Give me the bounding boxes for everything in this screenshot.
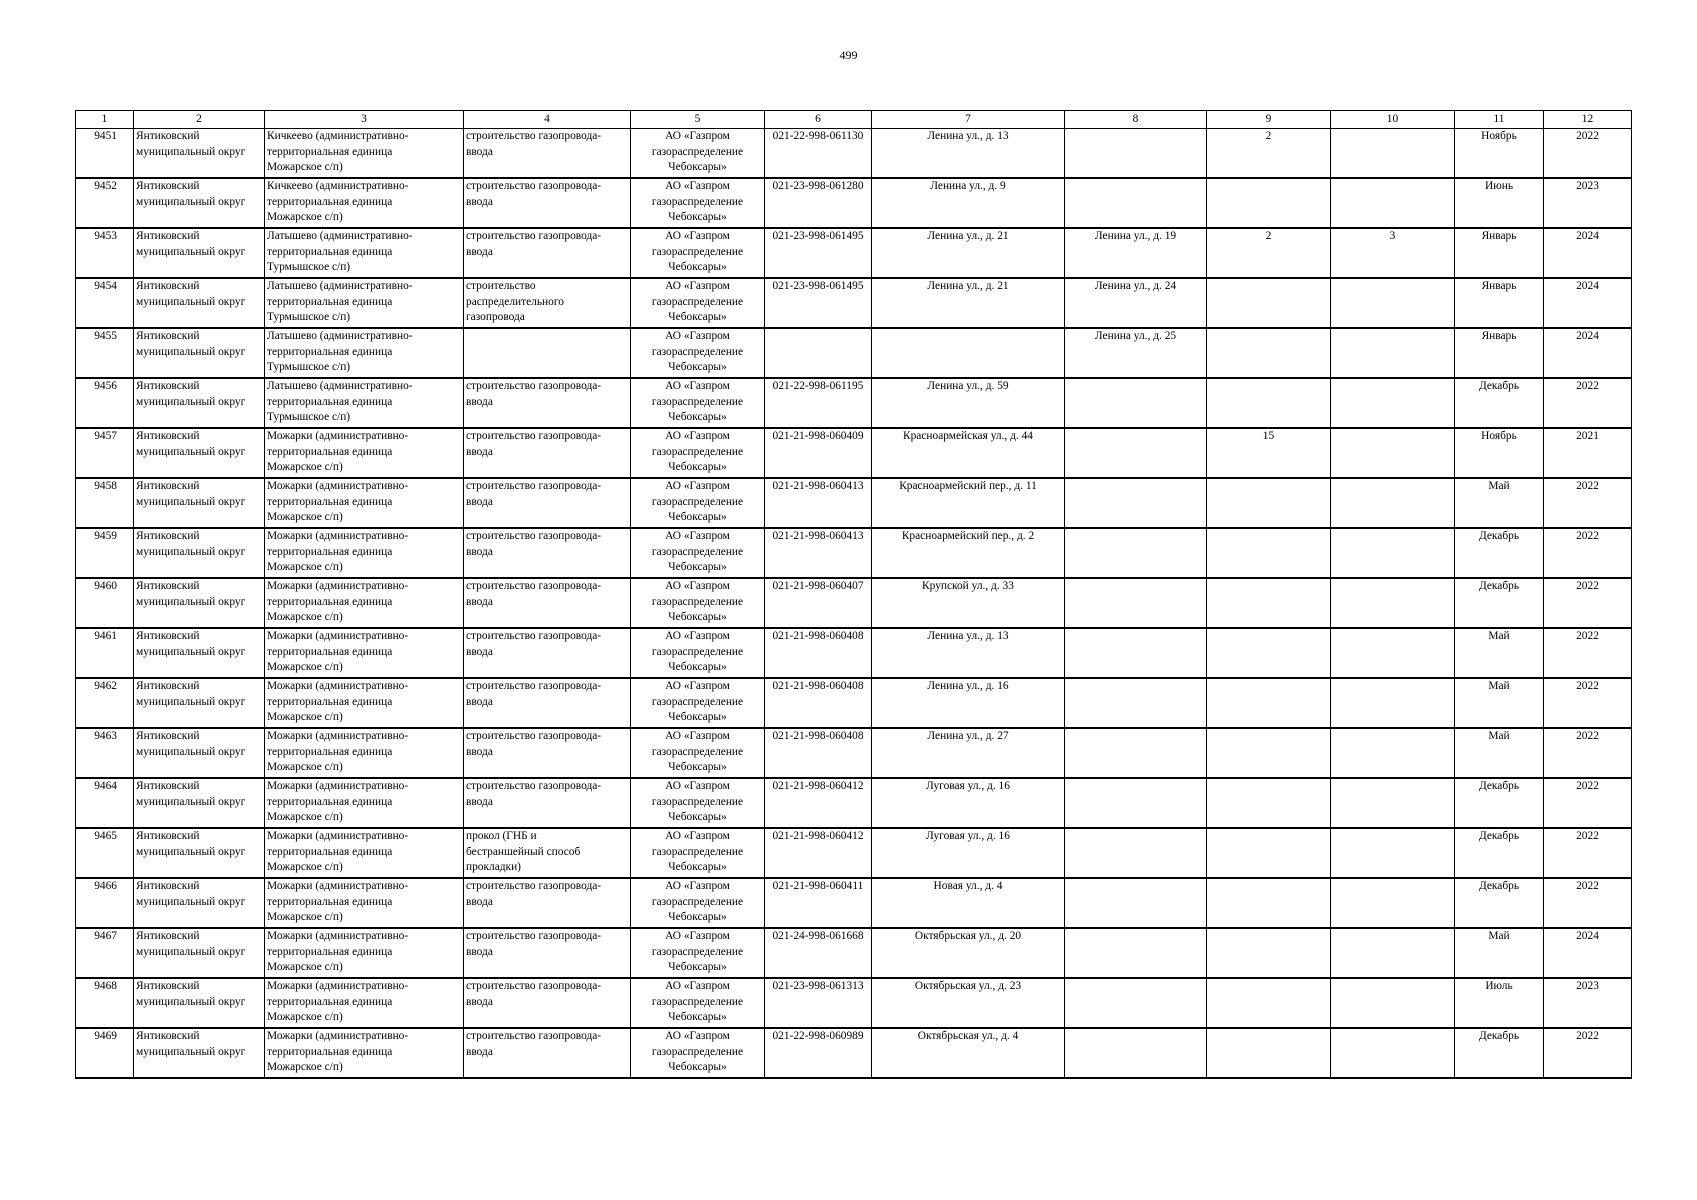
table-cell-col10 (1331, 628, 1455, 678)
table-cell-col2: Янтиковский муниципальный округ (134, 278, 265, 328)
table-cell-col6: 021-21-998-060413 (765, 478, 872, 528)
table-cell-col2: Янтиковский муниципальный округ (134, 628, 265, 678)
table-cell-col3: Можарки (административно- территориальная единица Можарское с/п) (265, 528, 464, 578)
table-cell-col10 (1331, 828, 1455, 878)
table-cell-col8 (1065, 878, 1207, 928)
table-cell-col8 (1065, 178, 1207, 228)
table-cell-col5: АО «Газпром газораспределение Чебоксары» (631, 228, 765, 278)
table-cell-col7: Октябрьская ул., д. 23 (872, 978, 1065, 1028)
table-cell-col10: 3 (1331, 228, 1455, 278)
table-cell-col7: Ленина ул., д. 13 (872, 628, 1065, 678)
table-cell-col6: 021-22-998-060989 (765, 1028, 872, 1078)
table-cell-col12: 2024 (1544, 928, 1632, 978)
table-cell-col12: 2022 (1544, 528, 1632, 578)
table-row (76, 328, 1632, 378)
table-cell-col1: 9466 (76, 878, 134, 928)
table-cell-col1: 9453 (76, 228, 134, 278)
table-row (76, 628, 1632, 678)
table-cell-col12: 2024 (1544, 278, 1632, 328)
table-cell-col11: Январь (1455, 278, 1544, 328)
table-cell-col2: Янтиковский муниципальный округ (134, 678, 265, 728)
table-cell-col12: 2022 (1544, 129, 1632, 179)
table-cell-col8 (1065, 478, 1207, 528)
table-cell-col11: Декабрь (1455, 528, 1544, 578)
column-header-12: 12 (1544, 111, 1632, 129)
table-cell-col12: 2023 (1544, 178, 1632, 228)
table-cell-col1: 9451 (76, 129, 134, 179)
column-header-3: 3 (265, 111, 464, 129)
table-cell-col5: АО «Газпром газораспределение Чебоксары» (631, 378, 765, 428)
table-cell-col6 (765, 328, 872, 378)
table-cell-col9 (1207, 878, 1331, 928)
table-row (76, 778, 1632, 828)
column-header-7: 7 (872, 111, 1065, 129)
table-cell-col11: Май (1455, 628, 1544, 678)
table-cell-col8 (1065, 978, 1207, 1028)
table-cell-col11: Май (1455, 728, 1544, 778)
table-cell-col1: 9458 (76, 478, 134, 528)
table-cell-col4 (464, 328, 631, 378)
table-cell-col6: 021-21-998-060409 (765, 428, 872, 478)
table-cell-col10 (1331, 528, 1455, 578)
table-cell-col5: АО «Газпром газораспределение Чебоксары» (631, 328, 765, 378)
table-cell-col1: 9468 (76, 978, 134, 1028)
table-cell-col5: АО «Газпром газораспределение Чебоксары» (631, 678, 765, 728)
table-cell-col5: АО «Газпром газораспределение Чебоксары» (631, 578, 765, 628)
table-cell-col2: Янтиковский муниципальный округ (134, 428, 265, 478)
table-cell-col8 (1065, 428, 1207, 478)
table-cell-col10 (1331, 278, 1455, 328)
table-cell-col11: Январь (1455, 228, 1544, 278)
table-cell-col12: 2022 (1544, 728, 1632, 778)
table-cell-col8 (1065, 728, 1207, 778)
table-row (76, 978, 1632, 1028)
table-cell-col7: Крупской ул., д. 33 (872, 578, 1065, 628)
table-cell-col8 (1065, 129, 1207, 179)
table-cell-col1: 9469 (76, 1028, 134, 1078)
table-cell-col1: 9464 (76, 778, 134, 828)
table-cell-col7: Ленина ул., д. 21 (872, 278, 1065, 328)
table-cell-col1: 9456 (76, 378, 134, 428)
column-header-5: 5 (631, 111, 765, 129)
table-cell-col3: Кичкеево (административно- территориальная единица Можарское с/п) (265, 129, 464, 179)
table-cell-col4: строительство газопровода- ввода (464, 778, 631, 828)
table-cell-col12: 2024 (1544, 328, 1632, 378)
table-cell-col4: строительство газопровода- ввода (464, 428, 631, 478)
table-cell-col3: Кичкеево (административно- территориальная единица Можарское с/п) (265, 178, 464, 228)
table-cell-col9 (1207, 828, 1331, 878)
table-cell-col2: Янтиковский муниципальный округ (134, 178, 265, 228)
table-cell-col9: 2 (1207, 228, 1331, 278)
table-cell-col2: Янтиковский муниципальный округ (134, 378, 265, 428)
table-cell-col7: Октябрьская ул., д. 20 (872, 928, 1065, 978)
table-cell-col3: Можарки (административно- территориальная единица Можарское с/п) (265, 628, 464, 678)
table-cell-col4: строительство газопровода- ввода (464, 478, 631, 528)
table-cell-col2: Янтиковский муниципальный округ (134, 129, 265, 179)
column-header-8: 8 (1065, 111, 1207, 129)
table-cell-col8: Ленина ул., д. 25 (1065, 328, 1207, 378)
table-cell-col11: Декабрь (1455, 378, 1544, 428)
table-cell-col1: 9452 (76, 178, 134, 228)
table-cell-col11: Декабрь (1455, 828, 1544, 878)
table-cell-col11: Май (1455, 478, 1544, 528)
table-cell-col3: Можарки (административно- территориальная единица Можарское с/п) (265, 928, 464, 978)
table-cell-col7: Ленина ул., д. 27 (872, 728, 1065, 778)
table-cell-col4: строительство газопровода- ввода (464, 928, 631, 978)
table-row (76, 878, 1632, 928)
header-row (76, 111, 1632, 129)
table-cell-col11: Декабрь (1455, 1028, 1544, 1078)
table-cell-col3: Можарки (административно- территориальная единица Можарское с/п) (265, 678, 464, 728)
table-cell-col12: 2022 (1544, 828, 1632, 878)
table-cell-col8 (1065, 778, 1207, 828)
table-cell-col5: АО «Газпром газораспределение Чебоксары» (631, 428, 765, 478)
table-cell-col12: 2022 (1544, 778, 1632, 828)
table-cell-col8 (1065, 928, 1207, 978)
column-header-2: 2 (134, 111, 265, 129)
table-cell-col5: АО «Газпром газораспределение Чебоксары» (631, 978, 765, 1028)
table-cell-col7 (872, 328, 1065, 378)
table-cell-col11: Январь (1455, 328, 1544, 378)
table-row (76, 378, 1632, 428)
table-cell-col4: строительство газопровода- ввода (464, 578, 631, 628)
table-cell-col1: 9461 (76, 628, 134, 678)
table-cell-col1: 9467 (76, 928, 134, 978)
table-cell-col6: 021-21-998-060413 (765, 528, 872, 578)
table-row (76, 928, 1632, 978)
table-cell-col2: Янтиковский муниципальный округ (134, 1028, 265, 1078)
table-cell-col7: Луговая ул., д. 16 (872, 828, 1065, 878)
table-cell-col6: 021-21-998-060411 (765, 878, 872, 928)
table-cell-col12: 2022 (1544, 578, 1632, 628)
table-cell-col3: Можарки (административно- территориальная единица Можарское с/п) (265, 478, 464, 528)
table-body (76, 129, 1632, 1079)
table-cell-col6: 021-23-998-061495 (765, 278, 872, 328)
table-cell-col7: Ленина ул., д. 59 (872, 378, 1065, 428)
table-cell-col5: АО «Газпром газораспределение Чебоксары» (631, 828, 765, 878)
table-cell-col11: Июль (1455, 978, 1544, 1028)
table-cell-col2: Янтиковский муниципальный округ (134, 578, 265, 628)
table-cell-col11: Ноябрь (1455, 428, 1544, 478)
table-cell-col5: АО «Газпром газораспределение Чебоксары» (631, 1028, 765, 1078)
table-cell-col2: Янтиковский муниципальный округ (134, 728, 265, 778)
table-cell-col11: Декабрь (1455, 778, 1544, 828)
table-cell-col8 (1065, 578, 1207, 628)
table-cell-col12: 2022 (1544, 678, 1632, 728)
table-row (76, 728, 1632, 778)
table-cell-col6: 021-23-998-061313 (765, 978, 872, 1028)
table-row (76, 1028, 1632, 1078)
table-row (76, 478, 1632, 528)
table-cell-col6: 021-21-998-060408 (765, 628, 872, 678)
table-cell-col5: АО «Газпром газораспределение Чебоксары» (631, 878, 765, 928)
table-cell-col12: 2022 (1544, 628, 1632, 678)
table-cell-col12: 2024 (1544, 228, 1632, 278)
table-cell-col6: 021-21-998-060412 (765, 778, 872, 828)
table-cell-col4: прокол (ГНБ и бестраншейный способ прокладки) (464, 828, 631, 878)
table-cell-col11: Май (1455, 928, 1544, 978)
table-cell-col10 (1331, 178, 1455, 228)
table-cell-col7: Ленина ул., д. 9 (872, 178, 1065, 228)
table-cell-col9 (1207, 178, 1331, 228)
table-cell-col5: АО «Газпром газораспределение Чебоксары» (631, 129, 765, 179)
table-cell-col3: Можарки (административно- территориальная единица Можарское с/п) (265, 978, 464, 1028)
table-cell-col9 (1207, 928, 1331, 978)
table-cell-col6: 021-23-998-061495 (765, 228, 872, 278)
table-cell-col4: строительство газопровода- ввода (464, 628, 631, 678)
table-cell-col9 (1207, 778, 1331, 828)
table-cell-col3: Можарки (административно- территориальная единица Можарское с/п) (265, 1028, 464, 1078)
table-cell-col4: строительство газопровода- ввода (464, 678, 631, 728)
table-cell-col4: строительство газопровода- ввода (464, 878, 631, 928)
table-cell-col8 (1065, 1028, 1207, 1078)
table-cell-col9 (1207, 628, 1331, 678)
table-cell-col2: Янтиковский муниципальный округ (134, 778, 265, 828)
table-cell-col10 (1331, 428, 1455, 478)
table-cell-col3: Латышево (административно- территориальная единица Турмышское с/п) (265, 228, 464, 278)
table-cell-col5: АО «Газпром газораспределение Чебоксары» (631, 778, 765, 828)
table-row (76, 578, 1632, 628)
table-cell-col10 (1331, 778, 1455, 828)
table-cell-col1: 9462 (76, 678, 134, 728)
table-cell-col10 (1331, 928, 1455, 978)
table-cell-col7: Красноармейская ул., д. 44 (872, 428, 1065, 478)
table-cell-col5: АО «Газпром газораспределение Чебоксары» (631, 928, 765, 978)
table-cell-col6: 021-24-998-061668 (765, 928, 872, 978)
table-cell-col7: Красноармейский пер., д. 2 (872, 528, 1065, 578)
table-cell-col2: Янтиковский муниципальный округ (134, 228, 265, 278)
column-header-1: 1 (76, 111, 134, 129)
table-cell-col12: 2023 (1544, 978, 1632, 1028)
page-number: 499 (839, 48, 858, 62)
table-cell-col5: АО «Газпром газораспределение Чебоксары» (631, 628, 765, 678)
table-cell-col11: Ноябрь (1455, 129, 1544, 179)
table-row (76, 678, 1632, 728)
table-cell-col2: Янтиковский муниципальный округ (134, 878, 265, 928)
table-cell-col9 (1207, 278, 1331, 328)
table-cell-col5: АО «Газпром газораспределение Чебоксары» (631, 478, 765, 528)
table-cell-col12: 2022 (1544, 378, 1632, 428)
table-cell-col10 (1331, 728, 1455, 778)
table-cell-col9: 15 (1207, 428, 1331, 478)
table-cell-col3: Можарки (административно- территориальная единица Можарское с/п) (265, 878, 464, 928)
table-cell-col8 (1065, 828, 1207, 878)
table-cell-col6: 021-21-998-060408 (765, 728, 872, 778)
table-cell-col6: 021-22-998-061195 (765, 378, 872, 428)
table-cell-col5: АО «Газпром газораспределение Чебоксары» (631, 528, 765, 578)
table-cell-col8 (1065, 378, 1207, 428)
table-cell-col2: Янтиковский муниципальный округ (134, 328, 265, 378)
table-cell-col3: Можарки (административно- территориальная единица Можарское с/п) (265, 778, 464, 828)
table-cell-col12: 2022 (1544, 878, 1632, 928)
table-cell-col3: Латышево (административно- территориальная единица Турмышское с/п) (265, 328, 464, 378)
table-cell-col4: строительство газопровода- ввода (464, 978, 631, 1028)
table-cell-col6: 021-21-998-060407 (765, 578, 872, 628)
table-cell-col3: Латышево (административно- территориальная единица Турмышское с/п) (265, 278, 464, 328)
data-table (75, 110, 1632, 1079)
table-cell-col9 (1207, 978, 1331, 1028)
column-header-4: 4 (464, 111, 631, 129)
column-header-10: 10 (1331, 111, 1455, 129)
table-cell-col10 (1331, 578, 1455, 628)
table-cell-col8 (1065, 628, 1207, 678)
table-row (76, 428, 1632, 478)
table-cell-col7: Ленина ул., д. 16 (872, 678, 1065, 728)
table-cell-col10 (1331, 129, 1455, 179)
table-cell-col3: Можарки (административно- территориальная единица Можарское с/п) (265, 728, 464, 778)
table-cell-col7: Новая ул., д. 4 (872, 878, 1065, 928)
table-cell-col9 (1207, 728, 1331, 778)
table-cell-col4: строительство газопровода- ввода (464, 728, 631, 778)
table-cell-col8: Ленина ул., д. 24 (1065, 278, 1207, 328)
table-header (76, 111, 1632, 129)
table-row (76, 178, 1632, 228)
table-row (76, 828, 1632, 878)
table-cell-col8 (1065, 528, 1207, 578)
table-cell-col4: строительство газопровода- ввода (464, 129, 631, 179)
table-row (76, 228, 1632, 278)
table-cell-col1: 9455 (76, 328, 134, 378)
table-cell-col6: 021-21-998-060408 (765, 678, 872, 728)
table-cell-col7: Ленина ул., д. 21 (872, 228, 1065, 278)
table-cell-col10 (1331, 678, 1455, 728)
table-cell-col9 (1207, 378, 1331, 428)
table-cell-col4: строительство газопровода- ввода (464, 378, 631, 428)
table-cell-col10 (1331, 478, 1455, 528)
table-cell-col11: Май (1455, 678, 1544, 728)
table-cell-col7: Красноармейский пер., д. 11 (872, 478, 1065, 528)
table-row (76, 129, 1632, 179)
table-cell-col10 (1331, 378, 1455, 428)
table-cell-col12: 2022 (1544, 478, 1632, 528)
table-cell-col5: АО «Газпром газораспределение Чебоксары» (631, 728, 765, 778)
table-cell-col11: Декабрь (1455, 578, 1544, 628)
table-row (76, 528, 1632, 578)
table-cell-col10 (1331, 878, 1455, 928)
table-cell-col5: АО «Газпром газораспределение Чебоксары» (631, 278, 765, 328)
table-cell-col10 (1331, 328, 1455, 378)
table-cell-col10 (1331, 1028, 1455, 1078)
column-header-6: 6 (765, 111, 872, 129)
table-cell-col4: строительство газопровода- ввода (464, 178, 631, 228)
table-cell-col4: строительство распределительного газопровода (464, 278, 631, 328)
table-cell-col9 (1207, 578, 1331, 628)
table-cell-col4: строительство газопровода- ввода (464, 1028, 631, 1078)
table-cell-col1: 9460 (76, 578, 134, 628)
table-cell-col4: строительство газопровода- ввода (464, 228, 631, 278)
table-cell-col2: Янтиковский муниципальный округ (134, 828, 265, 878)
table-cell-col10 (1331, 978, 1455, 1028)
table-cell-col6: 021-23-998-061280 (765, 178, 872, 228)
table-cell-col12: 2021 (1544, 428, 1632, 478)
column-header-9: 9 (1207, 111, 1331, 129)
table-cell-col3: Можарки (административно- территориальная единица Можарское с/п) (265, 428, 464, 478)
table-row (76, 278, 1632, 328)
table-cell-col11: Декабрь (1455, 878, 1544, 928)
table-cell-col1: 9465 (76, 828, 134, 878)
table-cell-col7: Ленина ул., д. 13 (872, 129, 1065, 179)
table-cell-col9 (1207, 678, 1331, 728)
table-cell-col1: 9454 (76, 278, 134, 328)
table-cell-col5: АО «Газпром газораспределение Чебоксары» (631, 178, 765, 228)
table-cell-col2: Янтиковский муниципальный округ (134, 528, 265, 578)
table-cell-col6: 021-21-998-060412 (765, 828, 872, 878)
table-cell-col3: Можарки (административно- территориальная единица Можарское с/п) (265, 578, 464, 628)
table-cell-col1: 9463 (76, 728, 134, 778)
table-cell-col8: Ленина ул., д. 19 (1065, 228, 1207, 278)
table-cell-col7: Октябрьская ул., д. 4 (872, 1028, 1065, 1078)
table-cell-col2: Янтиковский муниципальный округ (134, 928, 265, 978)
table-cell-col8 (1065, 678, 1207, 728)
column-header-11: 11 (1455, 111, 1544, 129)
table-cell-col7: Луговая ул., д. 16 (872, 778, 1065, 828)
table-cell-col11: Июнь (1455, 178, 1544, 228)
table-cell-col9: 2 (1207, 129, 1331, 179)
table-cell-col1: 9459 (76, 528, 134, 578)
table-cell-col6: 021-22-998-061130 (765, 129, 872, 179)
table-cell-col1: 9457 (76, 428, 134, 478)
table-cell-col9 (1207, 1028, 1331, 1078)
table-cell-col2: Янтиковский муниципальный округ (134, 978, 265, 1028)
table-cell-col12: 2022 (1544, 1028, 1632, 1078)
table-cell-col3: Латышево (административно- территориальная единица Турмышское с/п) (265, 378, 464, 428)
table-cell-col4: строительство газопровода- ввода (464, 528, 631, 578)
table-cell-col9 (1207, 528, 1331, 578)
table-cell-col2: Янтиковский муниципальный округ (134, 478, 265, 528)
table-cell-col9 (1207, 328, 1331, 378)
table-cell-col9 (1207, 478, 1331, 528)
table-cell-col3: Можарки (административно- территориальная единица Можарское с/п) (265, 828, 464, 878)
